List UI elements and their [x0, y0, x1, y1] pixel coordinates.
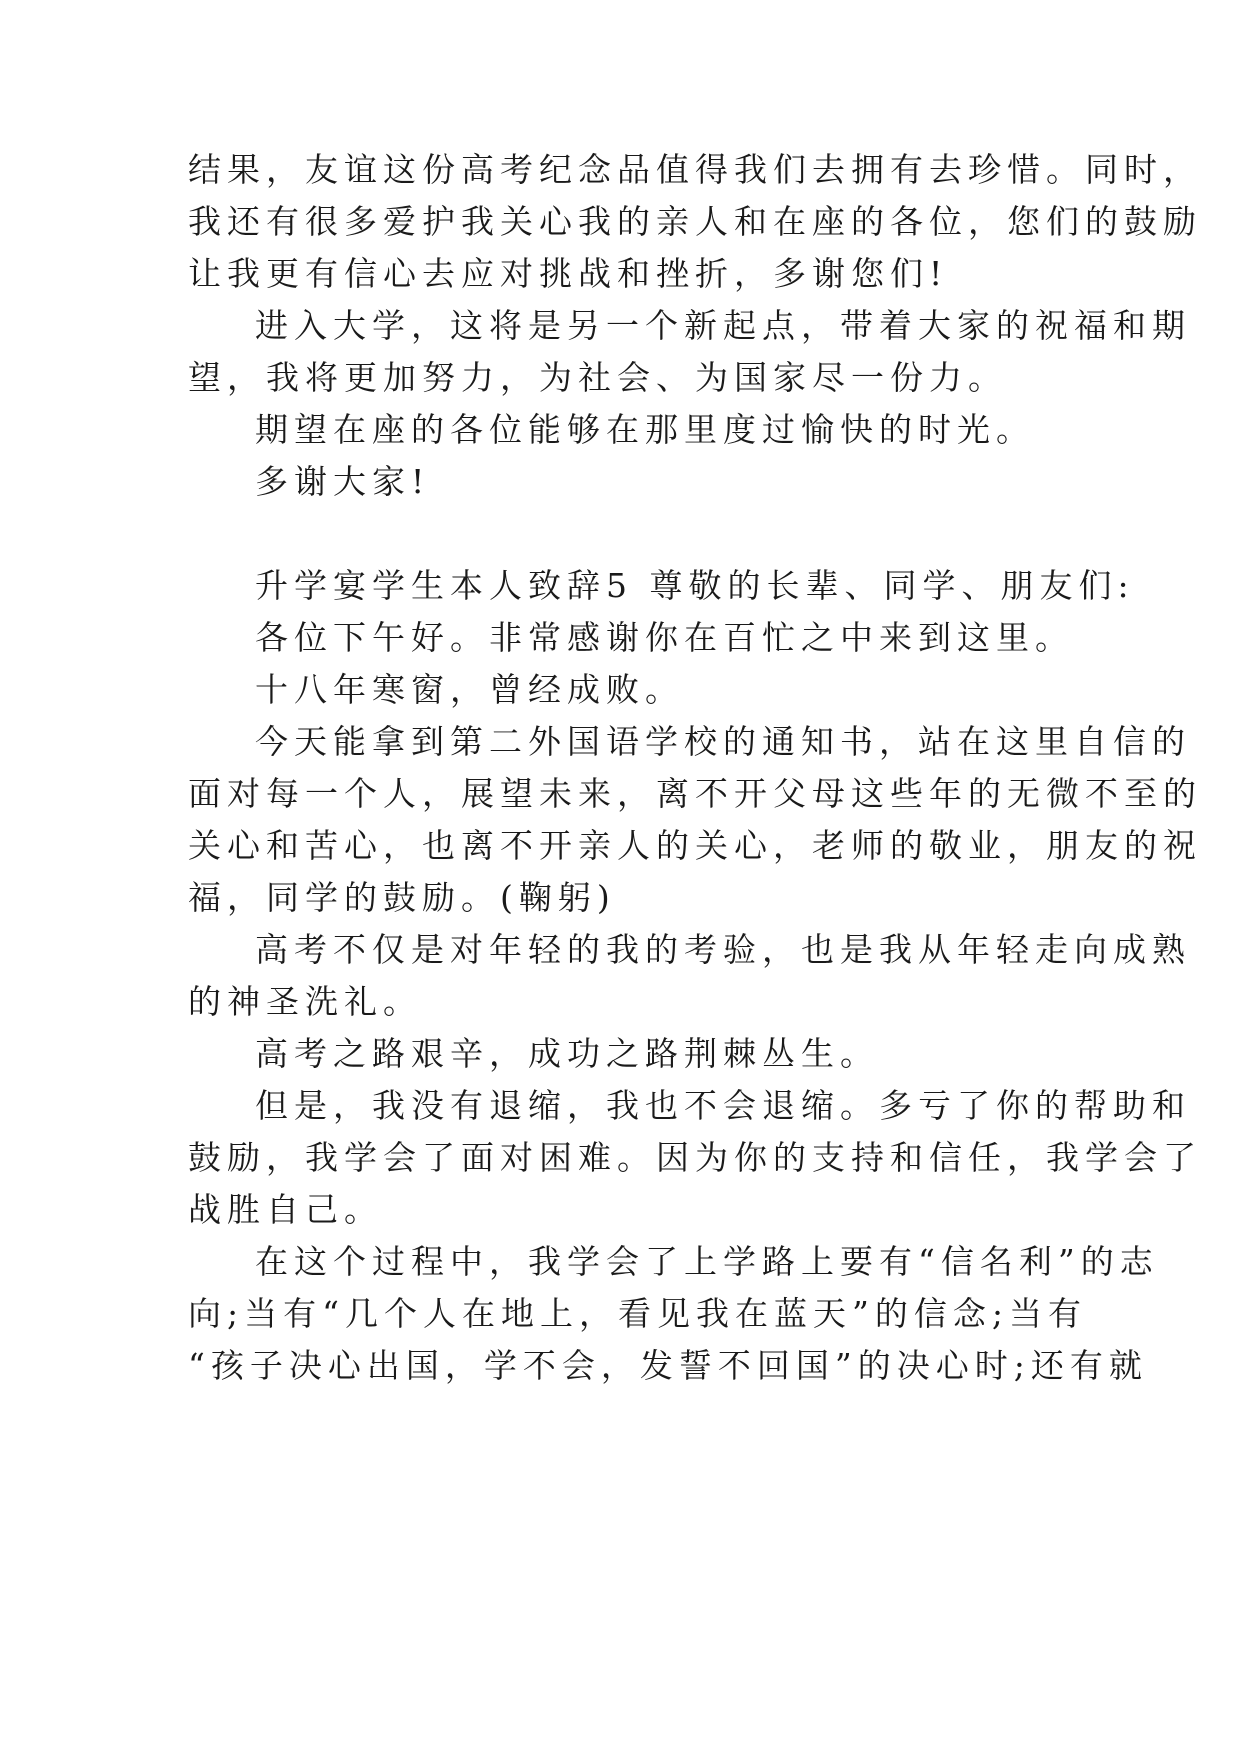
text-line: 结果，友谊这份高考纪念品值得我们去拥有去珍惜。同时， — [188, 150, 1202, 189]
text-line: 向;当有“几个人在地上，看见我在蓝天”的信念;当有 — [188, 1294, 1087, 1333]
text-line: 我还有很多爱护我关心我的亲人和在座的各位，您们的鼓励 — [188, 202, 1202, 241]
text-line: 福，同学的鼓励。(鞠躬) — [188, 878, 616, 917]
paragraph-start-line: 但是，我没有退缩，我也不会退缩。多亏了你的帮助和 — [255, 1086, 1191, 1125]
text-line: 关心和苦心，也离不开亲人的关心，老师的敬业，朋友的祝 — [188, 826, 1202, 865]
paragraph-start-line: 在这个过程中，我学会了上学路上要有“信名利”的志 — [255, 1242, 1159, 1281]
text-line: 的神圣洗礼。 — [188, 982, 422, 1021]
text-line: 面对每一个人，展望未来，离不开父母这些年的无微不至的 — [188, 774, 1202, 813]
text-line: 让我更有信心去应对挑战和挫折，多谢您们! — [188, 254, 949, 293]
paragraph-start-line: 今天能拿到第二外国语学校的通知书，站在这里自信的 — [255, 722, 1191, 761]
paragraph-start-line: 各位下午好。非常感谢你在百忙之中来到这里。 — [255, 618, 1074, 657]
paragraph-start-line: 高考之路艰辛，成功之路荆棘丛生。 — [255, 1034, 879, 1073]
paragraph-start-line: 多谢大家! — [255, 462, 431, 501]
paragraph-start-line: 十八年寒窗，曾经成败。 — [255, 670, 684, 709]
paragraph-start-line: 进入大学，这将是另一个新起点，带着大家的祝福和期 — [255, 306, 1191, 345]
text-line: “孩子决心出国，学不会，发誓不回国”的决心时;还有就 — [188, 1346, 1148, 1385]
text-line: 战胜自己。 — [188, 1190, 383, 1229]
text-line: 望，我将更加努力，为社会、为国家尽一份力。 — [188, 358, 1007, 397]
paragraph-start-line: 期望在座的各位能够在那里度过愉快的时光。 — [255, 410, 1035, 449]
paragraph-start-line: 高考不仅是对年轻的我的考验，也是我从年轻走向成熟 — [255, 930, 1191, 969]
text-line: 鼓励，我学会了面对困难。因为你的支持和信任，我学会了 — [188, 1138, 1202, 1177]
section-heading-line: 升学宴学生本人致辞5 尊敬的长辈、同学、朋友们: — [255, 566, 1135, 605]
